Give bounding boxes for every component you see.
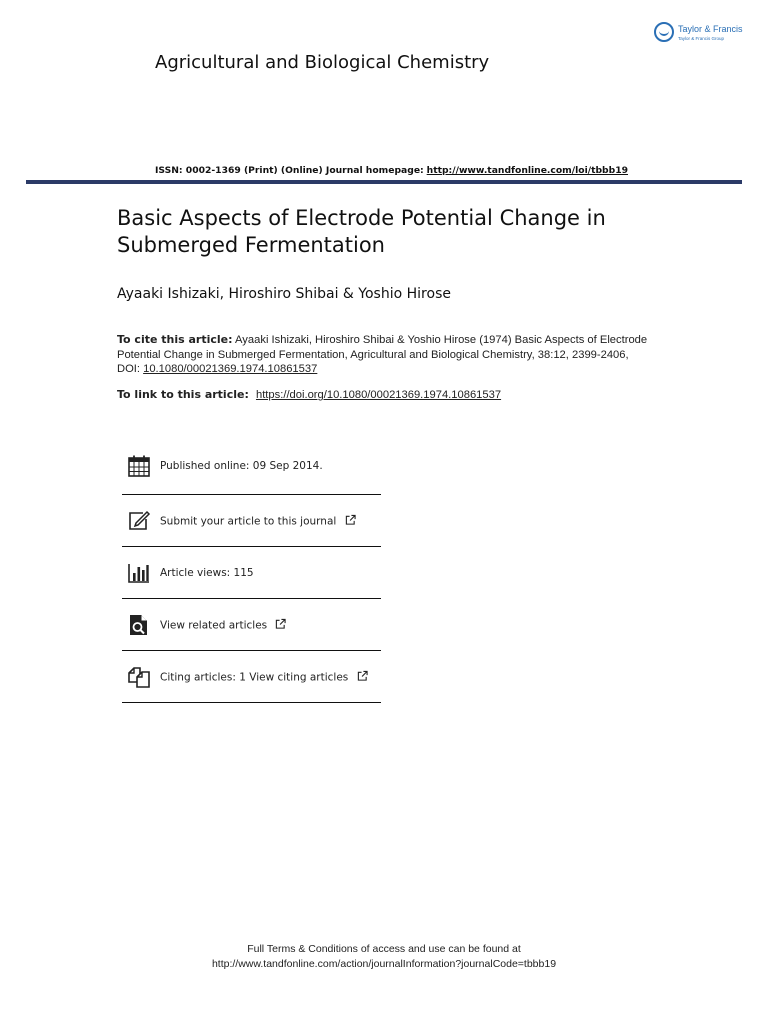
publisher-subtitle: Taylor & Francis Group bbox=[678, 36, 725, 41]
submit-article-label: Submit your article to this journal bbox=[160, 515, 337, 527]
publisher-name: Taylor & Francis bbox=[678, 24, 743, 34]
citing-documents-icon bbox=[127, 665, 151, 689]
article-link-block bbox=[117, 388, 501, 401]
related-articles-link[interactable] bbox=[160, 618, 286, 631]
footer bbox=[0, 942, 768, 972]
info-row-published bbox=[122, 437, 381, 495]
article-title: Basic Aspects of Electrode Potential Change in Submerged Fermentation bbox=[117, 206, 606, 257]
external-link-icon bbox=[345, 514, 356, 525]
info-row-citing[interactable] bbox=[122, 651, 381, 703]
citation-text: Ayaaki Ishizaki, Hiroshiro Shibai & Yoshio Hirose (1974) Basic Aspects of Electrode Potential Change in Submerged Fermentation, Agricultural and Biological Chemistry, 38:12, 2399-2406, DOI: bbox=[117, 334, 648, 375]
citing-articles-label: Citing articles: 1 View citing articles bbox=[160, 671, 349, 683]
edit-icon bbox=[127, 509, 151, 533]
journal-homepage-link[interactable]: http://www.tandfonline.com/loi/tbbb19 bbox=[426, 165, 628, 176]
bar-chart-icon bbox=[127, 561, 151, 585]
citing-articles-link[interactable] bbox=[160, 670, 368, 683]
submit-article-link[interactable] bbox=[160, 514, 356, 527]
published-date: Published online: 09 Sep 2014. bbox=[160, 459, 323, 472]
article-authors: Ayaaki Ishizaki, Hiroshiro Shibai & Yoshio Hirose bbox=[117, 286, 451, 302]
publisher-logo-icon bbox=[654, 22, 674, 42]
info-row-related[interactable] bbox=[122, 599, 381, 651]
external-link-icon bbox=[357, 670, 368, 681]
issn-line bbox=[155, 165, 628, 176]
journal-name: Agricultural and Biological Chemistry bbox=[155, 52, 490, 73]
article-info-list bbox=[122, 437, 381, 703]
publisher-logo bbox=[654, 22, 754, 48]
footer-terms-url[interactable]: http://www.tandfonline.com/action/journalInformation?journalCode=tbbb19 bbox=[211, 958, 557, 970]
citation-label: To cite this article: bbox=[117, 333, 233, 346]
info-row-views bbox=[122, 547, 381, 599]
external-link-icon bbox=[275, 618, 286, 629]
header-divider bbox=[26, 181, 742, 184]
footer-terms-text: Full Terms & Conditions of access and use can be found at bbox=[247, 943, 521, 955]
calendar-icon bbox=[127, 454, 151, 478]
info-row-submit[interactable] bbox=[122, 495, 381, 547]
article-link-label: To link to this article: bbox=[117, 388, 249, 401]
article-views: Article views: 115 bbox=[160, 566, 254, 579]
document-search-icon bbox=[127, 613, 151, 637]
article-doi-link[interactable]: https://doi.org/10.1080/00021369.1974.10861537 bbox=[255, 389, 502, 401]
citation-block bbox=[117, 333, 652, 377]
issn-text: ISSN: 0002-1369 (Print) (Online) Journal homepage: bbox=[155, 165, 424, 176]
related-articles-label: View related articles bbox=[160, 619, 268, 631]
citation-doi-link[interactable]: 10.1080/00021369.1974.10861537 bbox=[143, 363, 318, 375]
